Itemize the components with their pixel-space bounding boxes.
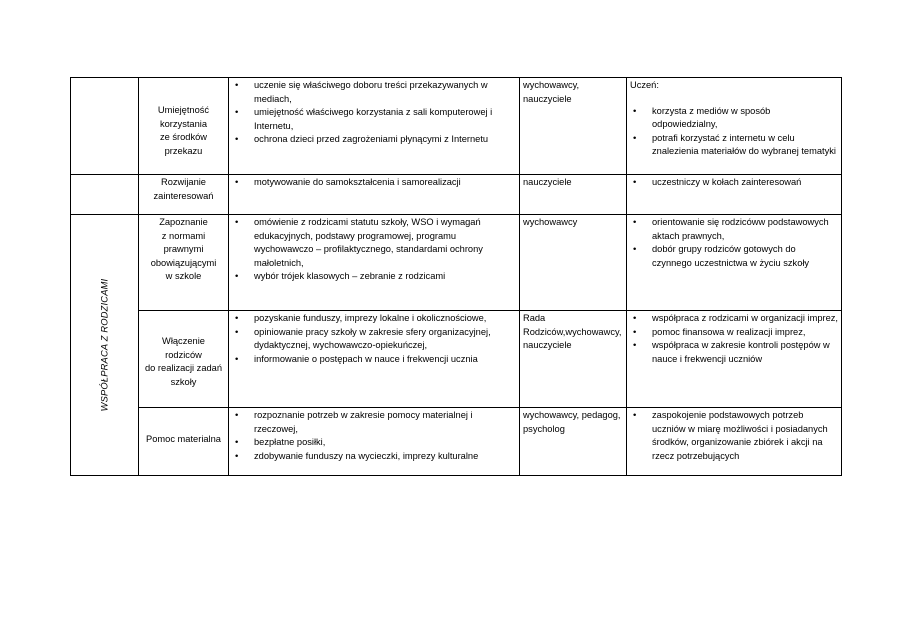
program-table [70, 77, 842, 476]
responsible-cell: wychowawcy, nauczyciele [520, 78, 627, 175]
results-cell [627, 175, 842, 215]
result-item: • współpraca z rodzicami w organizacji imprez, [630, 312, 838, 326]
topic-line: Rozwijanie [161, 177, 206, 187]
topic-cell [139, 408, 229, 476]
activity-item: • uczenie się właściwego doboru treści przekazywanych w mediach, [232, 79, 516, 106]
topic-cell [139, 78, 229, 175]
topic-line: szkoły [170, 376, 197, 387]
activities-cell [229, 408, 520, 476]
topic-line: prawnymi [163, 244, 204, 254]
activity-item: • opiniowanie pracy szkoły w zakresie sfery organizacyjnej, dydaktycznej, wychowawczo-opiekuńczej, [232, 326, 516, 353]
section-label-cell [71, 215, 139, 476]
table-row [71, 175, 842, 215]
section-label: WSPÓŁPRACA Z RODZICAMI [98, 278, 109, 412]
topic-line: zainteresowań [153, 190, 214, 201]
responsible-cell: nauczyciele [520, 175, 627, 215]
result-item: • orientowanie się rodzicóww podstawowych aktach prawnych, [630, 216, 838, 243]
activities-cell [229, 311, 520, 408]
results-cell [627, 78, 842, 175]
topic-line: z normami [161, 230, 206, 241]
activity-item: • rozpoznanie potrzeb w zakresie pomocy materialnej i rzeczowej, [232, 409, 516, 436]
topic-line: Umiejętność [157, 105, 210, 115]
results-cell [627, 311, 842, 408]
topic-line: ze środków [159, 132, 208, 142]
result-item: • uczestniczy w kołach zainteresowań [630, 176, 838, 190]
topic-cell [139, 215, 229, 311]
result-item: • zaspokojenie podstawowych potrzeb uczniów w miarę możliwości i posiadanych środków, organizowanie zbiórek i akcji na rzecz potrzebujących [630, 409, 838, 463]
section-cell-empty [71, 78, 139, 175]
activity-item: • umiejętność właściwego korzystania z sali komputerowej i Internetu, [232, 106, 516, 133]
topic-line: do realizacji zadań [145, 363, 223, 373]
topic-line: korzystania [159, 118, 208, 129]
activity-item: • bezpłatne posiłki, [232, 436, 516, 450]
result-item: • korzysta z mediów w sposób odpowiedzialny, [630, 105, 838, 132]
topic-line: Zapoznanie [159, 217, 208, 227]
activities-cell [229, 215, 520, 311]
result-item: • współpraca w zakresie kontroli postępów w nauce i frekwencji uczniów [630, 339, 838, 366]
topic-line: obowiązującymi [150, 257, 217, 268]
topic-cell [139, 311, 229, 408]
results-cell [627, 408, 842, 476]
table-row [71, 311, 842, 408]
section-cell-empty [71, 175, 139, 215]
topic-line: Włączenie [162, 336, 205, 346]
activity-item: • omówienie z rodzicami statutu szkoły, WSO i wymagań edukacyjnych, podstawy programowej, programu wychowawczo – profilaktycznego, standardami ochrony małoletnich, [232, 216, 516, 270]
topic-line: rodziców [165, 349, 202, 360]
responsible-cell: wychowawcy, pedagog, psycholog [520, 408, 627, 476]
activity-item: • pozyskanie funduszy, imprezy lokalne i okolicznościowe, [232, 312, 516, 326]
result-item: • potrafi korzystać z internetu w celu znalezienia materiałów do wybranej tematyki [630, 132, 838, 159]
activity-item: • ochrona dzieci przed zagrożeniami płynącymi z Internetu [232, 133, 516, 147]
table-row [71, 408, 842, 476]
responsible-cell: Rada Rodziców,wychowawcy, nauczyciele [520, 311, 627, 408]
result-item: • pomoc finansowa w realizacji imprez, [630, 326, 838, 340]
activity-item: • informowanie o postępach w nauce i frekwencji ucznia [232, 353, 516, 367]
activity-item: • motywowanie do samokształcenia i samorealizacji [232, 176, 516, 190]
topic-line: Pomoc materialna [146, 434, 221, 444]
activities-cell [229, 78, 520, 175]
result-item: • dobór grupy rodziców gotowych do czynnego uczestnictwa w życiu szkoły [630, 243, 838, 270]
topic-line: w szkole [165, 271, 202, 281]
activity-item: • wybór trójek klasowych – zebranie z rodzicami [232, 270, 516, 284]
table-row [71, 215, 842, 311]
activity-item: • zdobywanie funduszy na wycieczki, imprezy kulturalne [232, 450, 516, 464]
topic-cell [139, 175, 229, 215]
results-cell [627, 215, 842, 311]
responsible-cell: wychowawcy [520, 215, 627, 311]
topic-line: przekazu [164, 145, 203, 156]
activities-cell [229, 175, 520, 215]
table-row [71, 78, 842, 175]
results-header: Uczeń: [630, 80, 659, 90]
